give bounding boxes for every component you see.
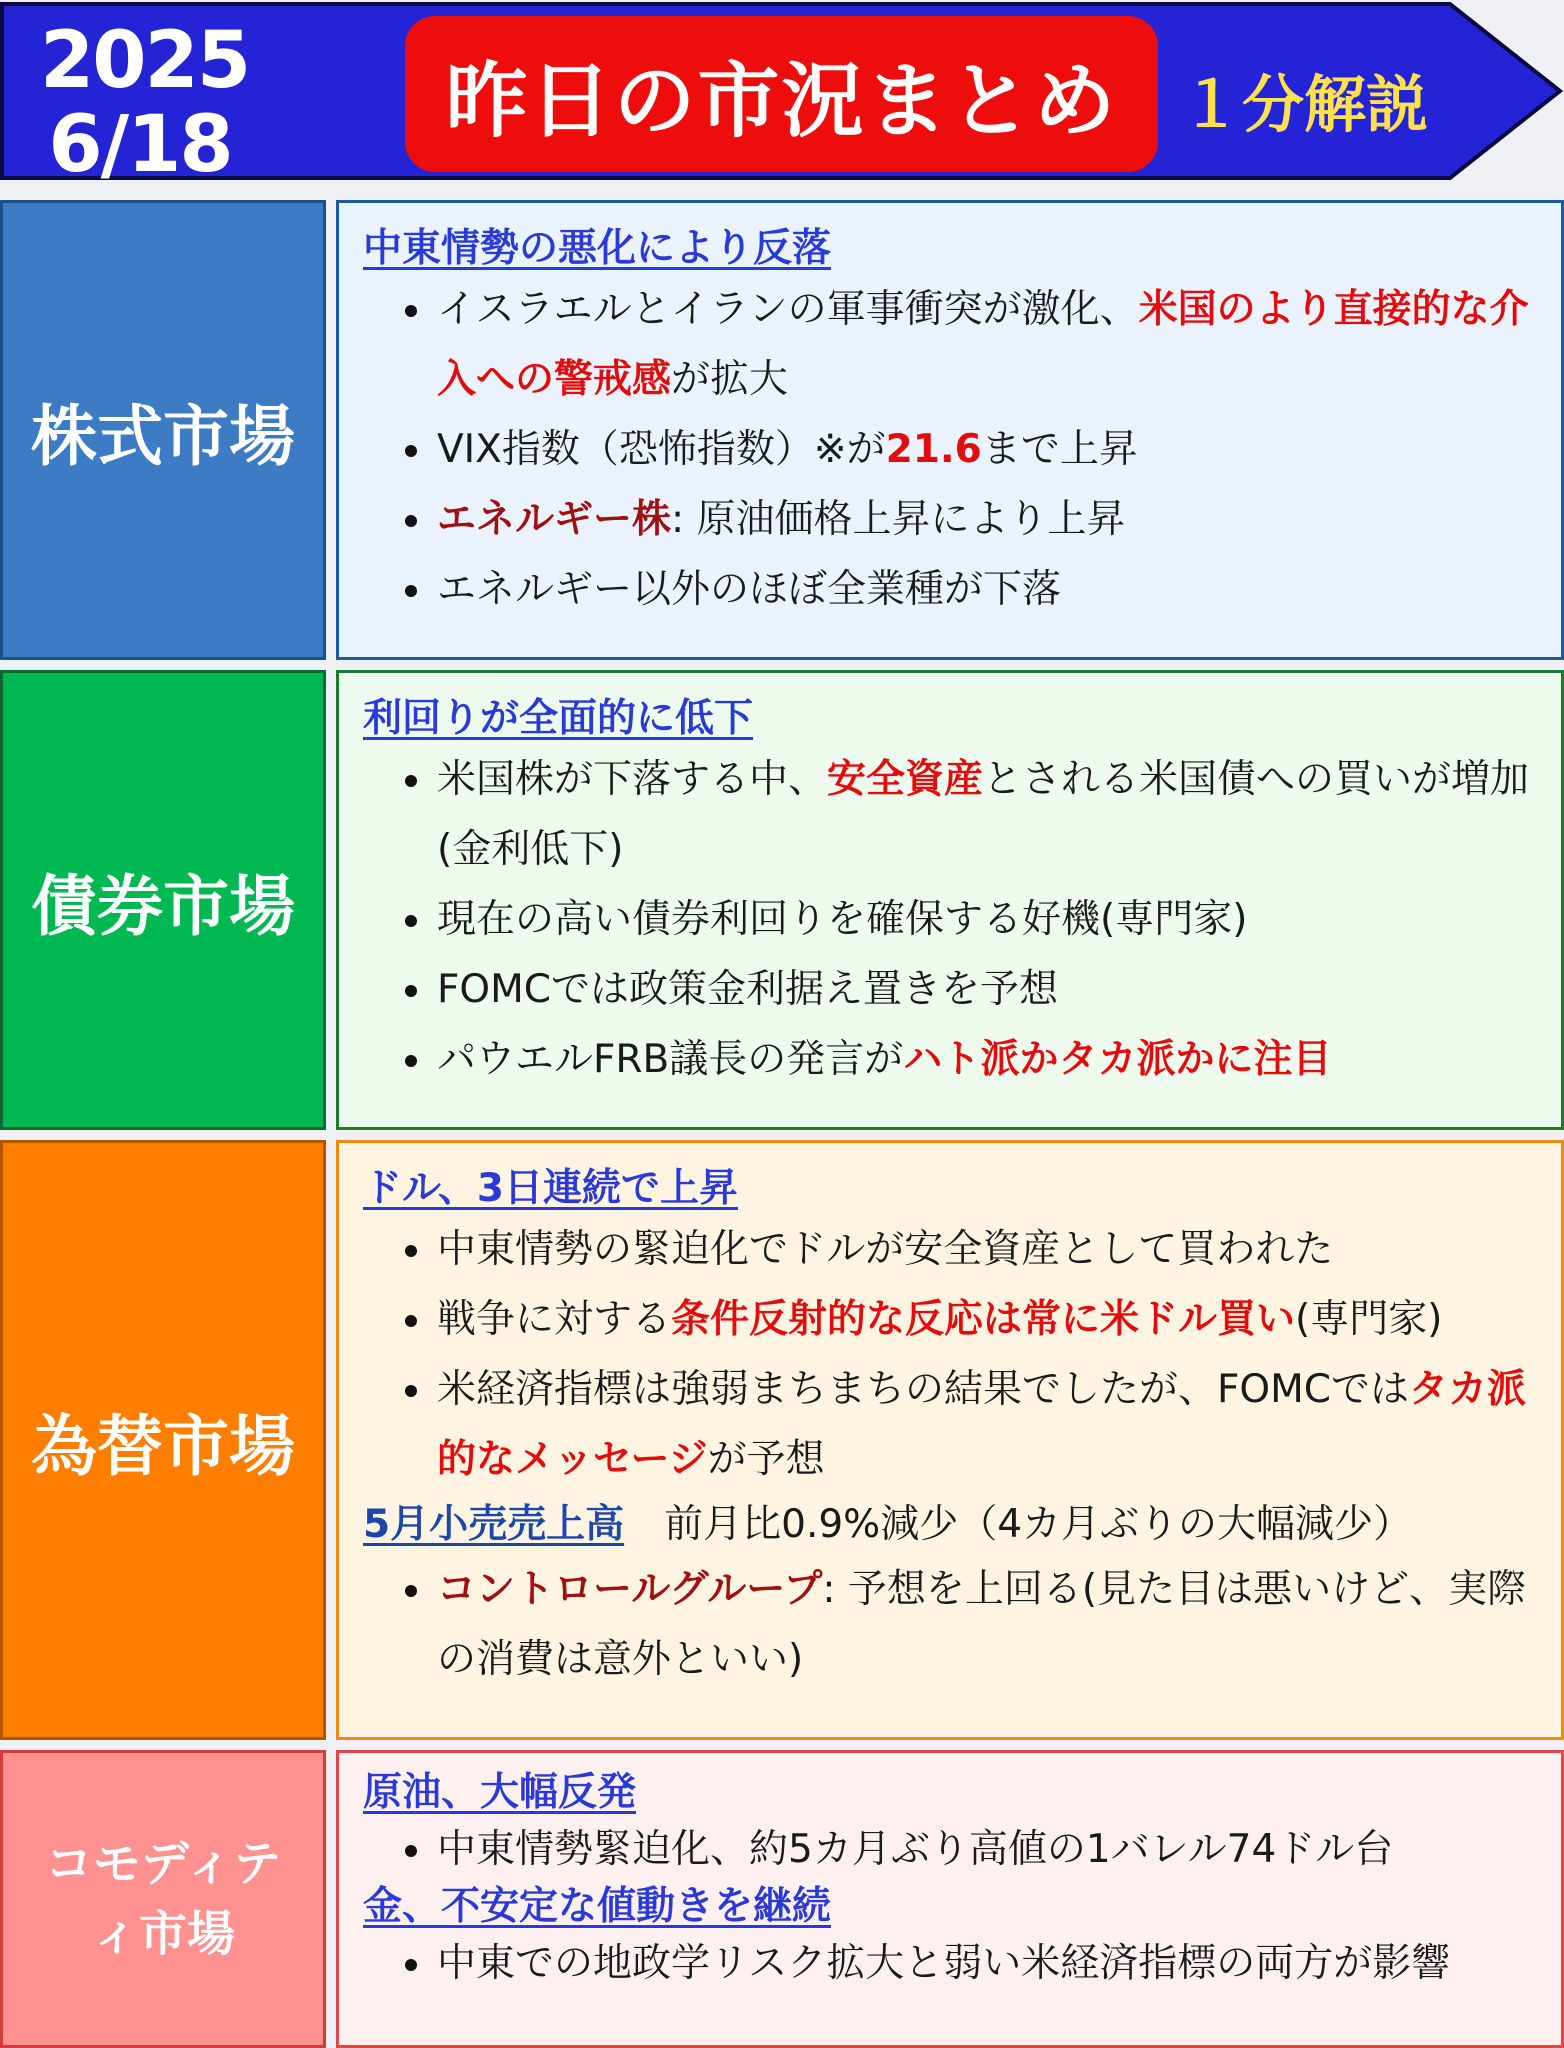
commodity-heading-gold: 金、不安定な値動きを継続 bbox=[363, 1884, 832, 1929]
list-item bbox=[363, 1285, 1541, 1355]
commodity-label-line1: コモディテ bbox=[44, 1836, 282, 1892]
section-label-fx: 為替市場 bbox=[0, 1140, 326, 1740]
header-banner bbox=[0, 0, 1564, 190]
bullet-text: 現在の高い債券利回りを確保する好機(専門家) bbox=[437, 897, 1248, 942]
bullet-emphasis: 21.6 bbox=[885, 427, 982, 472]
list-item bbox=[363, 1933, 1541, 1995]
bullet-emphasis: タカ派的なメッセージ bbox=[437, 1367, 1527, 1482]
commodity-gold-list bbox=[363, 1933, 1541, 1995]
bullet-text: パウエルFRB議長の発言が bbox=[437, 1037, 904, 1082]
commodity-label-line2: ィ市場 bbox=[90, 1906, 235, 1962]
section-content-fx bbox=[336, 1140, 1564, 1740]
bullet-text: が予想 bbox=[707, 1437, 825, 1482]
bullet-emphasis: 条件反射的な反応は常に米ドル買い bbox=[671, 1297, 1296, 1342]
section-label-stock: 株式市場 bbox=[0, 200, 326, 660]
retail-sales-line bbox=[363, 1495, 1541, 1555]
bullet-emphasis: エネルギー株 bbox=[437, 497, 672, 542]
list-item bbox=[363, 1355, 1541, 1495]
bullet-text: 中東での地政学リスク拡大と弱い米経済指標の両方が影響 bbox=[437, 1941, 1451, 1986]
list-item bbox=[363, 1555, 1541, 1695]
bond-heading: 利回りが全面的に低下 bbox=[363, 696, 754, 741]
bullet-text: まで上昇 bbox=[981, 427, 1138, 472]
bullet-text: 中東情勢の緊迫化でドルが安全資産として買われた bbox=[437, 1227, 1334, 1272]
list-item bbox=[363, 485, 1541, 555]
bullet-emphasis: 安全資産 bbox=[827, 757, 984, 802]
fx-heading: ドル、3日連続で上昇 bbox=[363, 1166, 739, 1211]
commodity-oil-list bbox=[363, 1819, 1541, 1881]
bullet-text: イスラエルとイランの軍事衝突が激化、 bbox=[437, 287, 1139, 332]
bullet-text: エネルギー以外のほぼ全業種が下落 bbox=[437, 567, 1062, 612]
list-item bbox=[363, 745, 1541, 885]
section-commodity-market bbox=[0, 1750, 1564, 2048]
bullet-text: とされる米国債への買いが増加(金利低下) bbox=[437, 757, 1530, 872]
bullet-text: : 予想を上回る(見た目は悪いけど、実際の消費は意外といい) bbox=[437, 1567, 1527, 1682]
section-content-bond bbox=[336, 670, 1564, 1130]
list-item bbox=[363, 275, 1541, 415]
list-item bbox=[363, 415, 1541, 485]
bullet-text: VIX指数（恐怖指数）※が bbox=[437, 427, 886, 472]
list-item bbox=[363, 885, 1541, 955]
date-month-day: 6/18 bbox=[48, 100, 232, 190]
date-box bbox=[40, 16, 250, 190]
commodity-heading-oil: 原油、大幅反発 bbox=[363, 1770, 637, 1815]
section-label-bond: 債券市場 bbox=[0, 670, 326, 1130]
section-fx-market bbox=[0, 1140, 1564, 1740]
section-stock-market bbox=[0, 200, 1564, 660]
section-content-commodity bbox=[336, 1750, 1564, 2048]
bullet-text: : 原油価格上昇により上昇 bbox=[671, 497, 1126, 542]
list-item bbox=[363, 1025, 1541, 1095]
bullet-text: 米国株が下落する中、 bbox=[437, 757, 828, 802]
bullet-emphasis: ハト派かタカ派かに注目 bbox=[903, 1037, 1332, 1082]
bullet-emphasis: 米国のより直接的な介入への警戒感 bbox=[437, 287, 1529, 402]
bullet-emphasis: コントロールグループ bbox=[437, 1567, 823, 1612]
retail-sales-heading: 5月小売売上高 bbox=[363, 1502, 625, 1547]
fx-retail-bullet-list bbox=[363, 1555, 1541, 1695]
list-item bbox=[363, 955, 1541, 1025]
list-item bbox=[363, 555, 1541, 625]
page-subtitle: １分解説 bbox=[1180, 68, 1429, 141]
date-year: 2025 bbox=[40, 16, 250, 106]
bullet-text: 中東情勢緊迫化、約5カ月ぶり高値の1バレル74ドル台 bbox=[437, 1827, 1394, 1872]
stock-bullet-list bbox=[363, 275, 1541, 625]
bullet-text: 戦争に対する bbox=[437, 1297, 672, 1342]
fx-bullet-list bbox=[363, 1215, 1541, 1495]
bullet-text: FOMCでは政策金利据え置きを予想 bbox=[437, 967, 1059, 1012]
section-label-commodity bbox=[0, 1750, 326, 2048]
bullet-text: が拡大 bbox=[671, 357, 789, 402]
bullet-text: 米経済指標は強弱まちまちの結果でしたが、FOMCでは bbox=[437, 1367, 1410, 1412]
section-content-stock bbox=[336, 200, 1564, 660]
bond-bullet-list bbox=[363, 745, 1541, 1095]
bullet-text: (専門家) bbox=[1295, 1297, 1443, 1342]
stock-heading: 中東情勢の悪化により反落 bbox=[363, 226, 832, 271]
list-item bbox=[363, 1819, 1541, 1881]
section-bond-market bbox=[0, 670, 1564, 1130]
retail-sales-text: 前月比0.9%減少（4カ月ぶりの大幅減少） bbox=[664, 1502, 1413, 1547]
page-title: 昨日の市況まとめ bbox=[405, 16, 1158, 172]
list-item bbox=[363, 1215, 1541, 1285]
